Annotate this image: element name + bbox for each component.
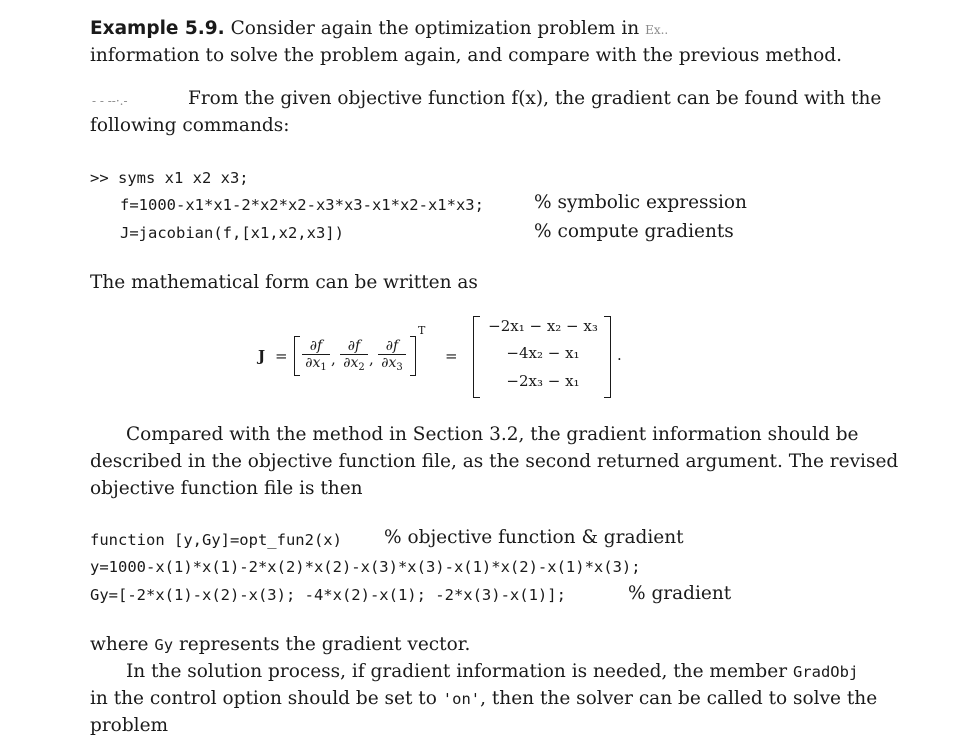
- matrix-right-bracket: [604, 316, 611, 398]
- matrix-left-bracket: [473, 316, 480, 398]
- para3-line-3: in the control option should be set to 'on', then the solver can be called to solve the: [90, 688, 878, 709]
- code1-line-2: f=1000-x1*x1-2*x2*x2-x3*x3-x1*x2-x1*x3;: [120, 196, 484, 214]
- solution-line-2: following commands:: [90, 115, 290, 136]
- para2-line-3: objective function file is then: [90, 478, 363, 499]
- inline-code-gy: Gy: [154, 636, 174, 654]
- partial-fraction-3: $\frac{\partial f}{\partial x_3}$: [378, 338, 406, 376]
- matrix-row-2: −4x₂ − x₁: [506, 344, 580, 362]
- code2-line-2: y=1000-x(1)*x(1)-2*x(2)*x(2)-x(3)*x(3)-x(1)*x(2)-x(1)*x(3);: [90, 558, 641, 576]
- code1-line-1: >> syms x1 x2 x3;: [90, 169, 249, 187]
- math-intro: The mathematical form can be written as: [90, 272, 478, 293]
- partial-fraction-1: $\frac{\partial f}{\partial x_1}$: [302, 338, 330, 376]
- inline-code-on: 'on': [442, 690, 481, 708]
- equation-equals-2: =: [445, 347, 458, 365]
- example-smudged-ref: Ex..: [645, 23, 669, 37]
- example-intro-text: Consider again the optimization problem in: [230, 18, 640, 39]
- para2-line-2: described in the objective function file, as the second returned argument. The revised: [90, 451, 899, 472]
- para3-line-4: problem: [90, 715, 169, 736]
- para3-line-2: In the solution process, if gradient information is needed, the member GradObj: [126, 661, 859, 682]
- solution-line-1: From the given objective function f(x), the gradient can be found with the: [188, 88, 882, 109]
- code2-comment-3: % gradient: [628, 583, 732, 604]
- example-label: Example 5.9.: [90, 18, 225, 39]
- example-line-1: [90, 16, 668, 43]
- transpose-mark: T: [418, 324, 426, 337]
- code1-comment-3: % compute gradients: [534, 221, 734, 242]
- left-bracket: [294, 336, 300, 376]
- comma-1: ,: [331, 350, 336, 368]
- smudge-mark: ‑ ‑ ‑‑·.‑: [92, 94, 128, 108]
- equation-equals-1: =: [275, 347, 288, 365]
- matrix-row-3: −2x₃ − x₁: [506, 372, 580, 390]
- inline-code-gradobj: GradObj: [792, 663, 859, 681]
- partial-fraction-2: $\frac{\partial f}{\partial x_2}$: [340, 338, 368, 376]
- code1-line-3: J=jacobian(f,[x1,x2,x3]): [120, 224, 344, 242]
- matrix-row-1: −2x₁ − x₂ − x₃: [488, 317, 598, 335]
- para2-line-1: Compared with the method in Section 3.2, the gradient information should be: [126, 424, 859, 445]
- code1-comment-2: % symbolic expression: [534, 192, 747, 213]
- comma-2: ,: [369, 350, 374, 368]
- equation-lhs: J: [258, 347, 266, 365]
- code2-line-3: Gy=[-2*x(1)-x(2)-x(3); -4*x(2)-x(1); -2*x(3)-x(1)];: [90, 586, 566, 604]
- equation-period: .: [617, 346, 622, 364]
- code2-line-1: function [y,Gy]=opt_fun2(x): [90, 531, 342, 549]
- code2-comment-1: % objective function & gradient: [384, 527, 684, 548]
- para3-line-1: where Gy represents the gradient vector.: [90, 634, 471, 655]
- example-line-2: information to solve the problem again, and compare with the previous method.: [90, 45, 842, 66]
- right-bracket: [410, 336, 416, 376]
